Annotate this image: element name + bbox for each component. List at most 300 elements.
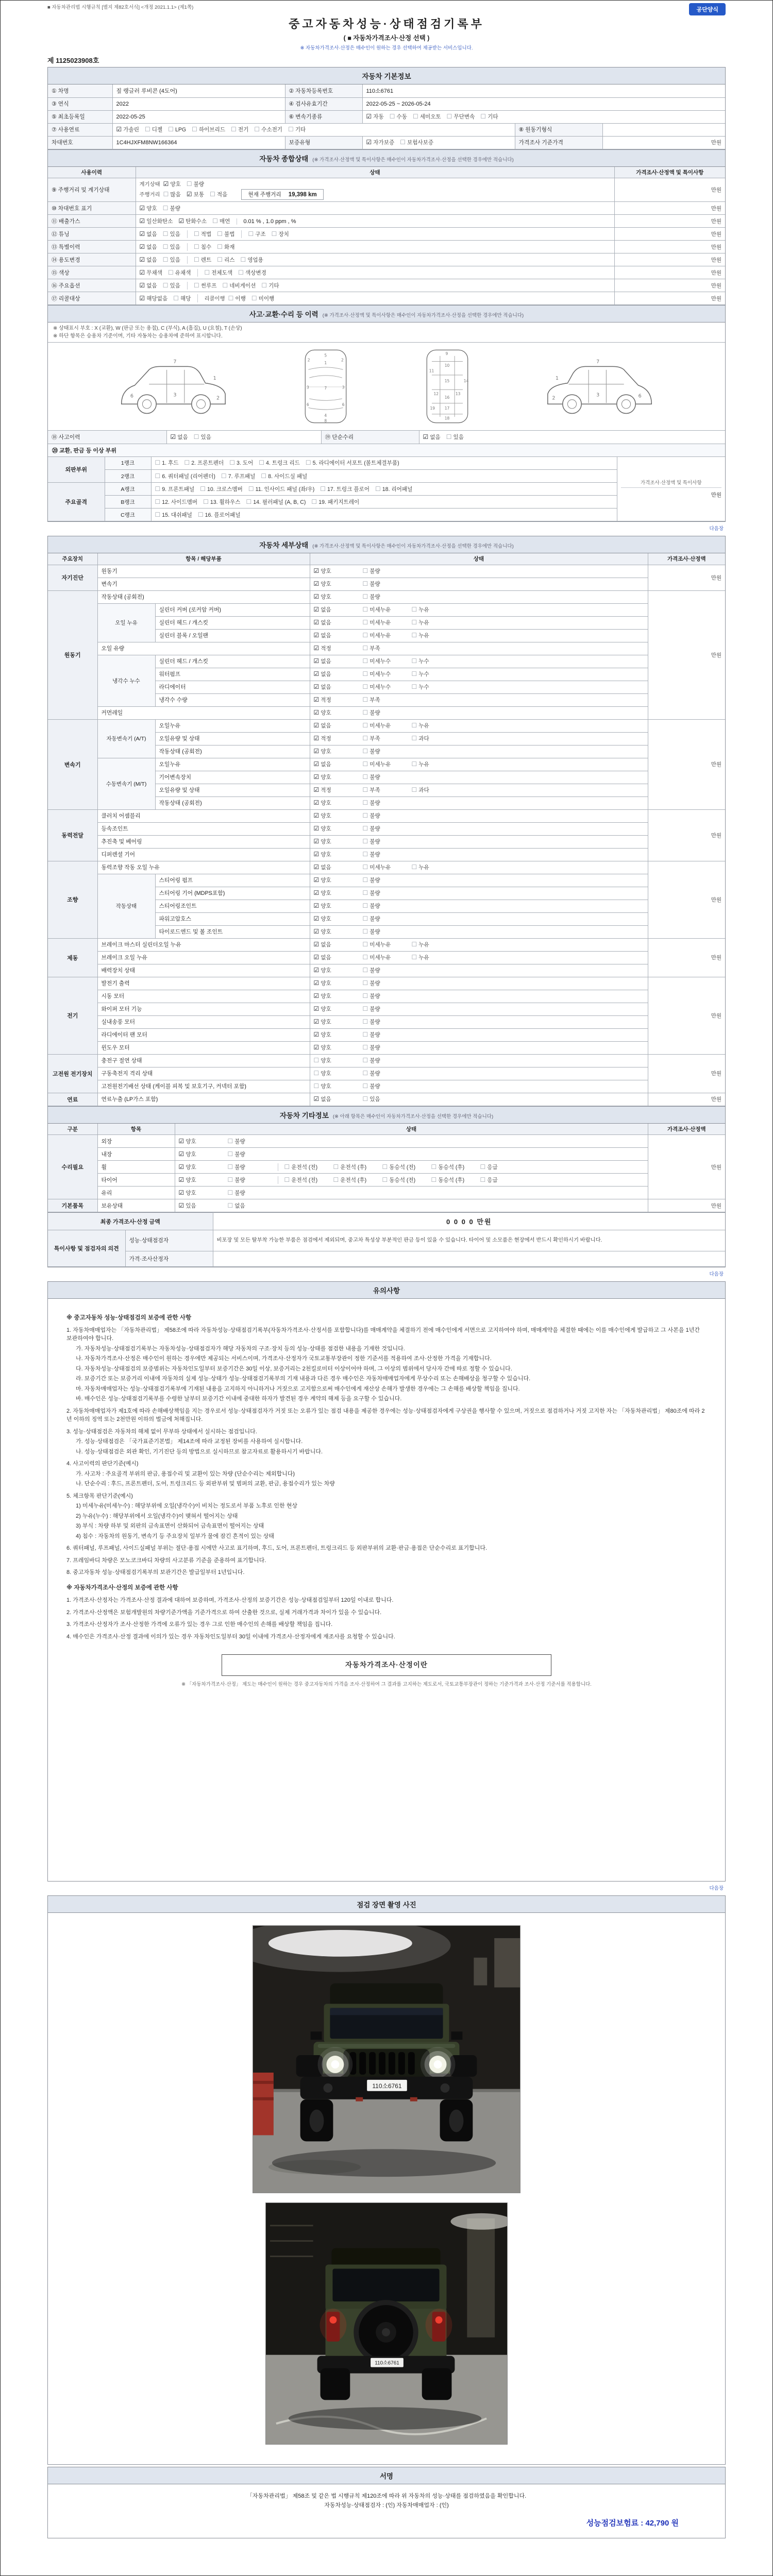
checkbox-unchecked[interactable]: ☐ 적법: [193, 230, 212, 238]
item-cell: 타이로드엔드 및 볼 조인트: [155, 925, 310, 938]
checkbox-unchecked[interactable]: ☐ 미세누수: [362, 683, 391, 690]
checkbox-checked[interactable]: ☑ 없음: [139, 230, 157, 238]
checkbox-unchecked[interactable]: ☐ 리스: [217, 256, 235, 263]
checkbox-checked[interactable]: ☑ 없음: [139, 243, 157, 250]
basic-info-section: [47, 67, 726, 522]
checkbox-unchecked[interactable]: ☐ 미세누유: [362, 619, 391, 626]
checkbox-unchecked[interactable]: ☐ 누유: [411, 606, 429, 613]
checkbox-unchecked[interactable]: ☐ 불량: [362, 1031, 380, 1038]
checkbox-checked[interactable]: ☑ 양호: [313, 889, 331, 896]
item-cell: 디퍼렌셜 기어: [97, 848, 310, 861]
checkbox-unchecked[interactable]: ☐ 불량: [362, 593, 380, 600]
checkbox-unchecked[interactable]: ☐ 불량: [362, 889, 380, 896]
checkbox-unchecked[interactable]: ☐ 전기: [231, 126, 249, 133]
signature-header: [48, 2467, 725, 2484]
checkbox-unchecked[interactable]: ☐ 불량: [227, 1176, 245, 1183]
checkbox-unchecked[interactable]: ☐ 불량: [362, 799, 380, 806]
checkbox-unchecked[interactable]: ☐ 미세누유: [362, 954, 391, 961]
license-plate-text: 110소6761: [372, 2082, 402, 2090]
checkbox-checked[interactable]: ☑ 양호: [178, 1150, 196, 1158]
checkbox-unchecked[interactable]: ☐ 화재: [217, 243, 235, 250]
notice-line: ※ 자동차가격조사·산정의 보증에 관한 사항: [66, 1584, 178, 1591]
checkbox-unchecked[interactable]: ☐ 미세누유: [362, 760, 391, 768]
checkbox-checked[interactable]: ☑ 탄화수소: [178, 217, 207, 225]
tuning-checks: [140, 230, 186, 238]
group-cell: 동력전달: [48, 809, 97, 861]
checkbox-checked[interactable]: ☑ 양호: [178, 1163, 196, 1171]
price-cell: 만원: [648, 977, 725, 1054]
checkbox-unchecked[interactable]: ☐ 3. 도어: [229, 459, 254, 467]
checkbox-unchecked[interactable]: ☐ 2. 프론트펜더: [184, 459, 224, 467]
checkbox-checked[interactable]: ☑ 없음: [313, 863, 331, 871]
checkbox-unchecked[interactable]: ☐ 불량: [362, 1018, 380, 1025]
history-checks: [140, 243, 186, 251]
checkbox-unchecked[interactable]: ☐ 색상변경: [238, 268, 266, 276]
checkbox-unchecked[interactable]: ☐ 누유: [411, 954, 429, 961]
notice-line: 나. 성능·상태점검은 외관 확인, 기기진단 등의 방법으로 실시하므로 참고자료로 활용하시기 바랍니다.: [76, 1448, 323, 1455]
checkbox-unchecked[interactable]: ☐ 누수: [411, 670, 429, 677]
checkbox-checked[interactable]: ☑ 양호: [313, 1044, 331, 1051]
checkbox-checked[interactable]: ☑ 양호: [313, 1005, 331, 1012]
checkbox-unchecked[interactable]: ☐ 적음: [210, 191, 228, 198]
price-cell: 만원: [614, 292, 725, 305]
state-cell: [310, 1015, 648, 1028]
price-note-cell: [617, 457, 725, 521]
next-page-link[interactable]: 다음장: [709, 1885, 724, 1891]
checkbox-unchecked[interactable]: ☐ 불량: [227, 1163, 245, 1171]
checkbox-unchecked[interactable]: ☐ 불법: [217, 230, 235, 238]
checkbox-unchecked[interactable]: ☐ 불량: [362, 567, 380, 574]
checkbox-unchecked[interactable]: ☐ 11. 인사이드 패널 (좌/우): [248, 485, 315, 493]
checkbox-checked[interactable]: ☑ 양호: [313, 1031, 331, 1038]
checkbox-checked[interactable]: ☑ 적정: [313, 735, 331, 742]
checkbox-checked[interactable]: ☑ 없음: [313, 670, 331, 677]
checkbox-unchecked[interactable]: ☐ 있음: [162, 256, 180, 263]
checkbox-unchecked[interactable]: ☐ 미세누유: [362, 606, 391, 613]
checkbox-unchecked[interactable]: ☐ 해당: [173, 295, 191, 302]
checkbox-unchecked[interactable]: ☐ 침수: [193, 243, 212, 250]
checkbox-unchecked[interactable]: ☐ 4. 트렁크 리드: [259, 459, 300, 467]
checkbox-unchecked[interactable]: ☐ 네비게이션: [222, 281, 256, 289]
checkbox-unchecked[interactable]: ☐ 미이행: [251, 295, 275, 302]
row-label: 가격·조사산정자: [125, 1251, 213, 1266]
taillight-left: [326, 2312, 340, 2342]
checkbox-checked[interactable]: ☑ 양호: [178, 1189, 196, 1196]
notice-line: 마. 자동차매매업자는 성능·상태점검기록부에 기재된 내용을 고지하지 아니하거나 거짓으로 고지함으로써 매수인에게 재산상 손해가 발생한 경우에는 그 손해를 배상할 책임을 집니다.: [76, 1385, 520, 1392]
checkbox-checked[interactable]: ☑ 해당없음: [139, 295, 168, 302]
state-cell: [310, 912, 648, 925]
checkbox-checked[interactable]: ☑ 없음: [170, 433, 188, 440]
checkbox-unchecked[interactable]: ☐ 응급: [480, 1176, 498, 1183]
checkbox-unchecked[interactable]: ☐ 운전석 (후): [333, 1176, 367, 1183]
vin-value: 1C4HJXFM8NW166364: [112, 136, 285, 149]
checkbox-checked[interactable]: ☑ 자가보증: [366, 139, 395, 146]
checkbox-unchecked[interactable]: ☐ 누유: [411, 760, 429, 768]
checkbox-unchecked[interactable]: ☐ 응급: [480, 1163, 498, 1171]
svg-text:7: 7: [324, 386, 327, 391]
checkbox-unchecked[interactable]: ☐ 장치: [271, 230, 289, 238]
checkbox-unchecked[interactable]: ☐ 있음: [162, 243, 180, 250]
checkbox-unchecked[interactable]: ☐ 누수: [411, 683, 429, 690]
checkbox-checked[interactable]: ☑ 가솔린: [116, 126, 139, 133]
checkbox-checked[interactable]: ☑ 양호: [313, 799, 331, 806]
checkbox-unchecked[interactable]: ☐ 과다: [411, 786, 429, 793]
etc-note: (※ 아래 항목은 매수인이 자동차가격조사·산정을 선택한 경우에만 적습니다): [332, 1113, 494, 1120]
checkbox-unchecked[interactable]: ☐ 썬루프: [193, 281, 217, 289]
photo-title: 점검 장면 촬영 사진: [357, 1901, 416, 1909]
row-label: ⑱ 사고이력: [48, 431, 166, 444]
checkbox-checked[interactable]: ☑ 없음: [313, 683, 331, 690]
checkbox-unchecked[interactable]: ☐ 누유: [411, 863, 429, 871]
checkbox-checked[interactable]: ☑ 양호: [313, 748, 331, 755]
checkbox-unchecked[interactable]: ☐ 있음: [162, 281, 180, 289]
checkbox-unchecked[interactable]: ☐ 있음: [193, 433, 211, 440]
checkbox-unchecked[interactable]: ☐ 불량: [362, 580, 380, 587]
checkbox-unchecked[interactable]: ☐ 부족: [362, 645, 380, 652]
state-cell: [310, 758, 648, 771]
checkbox-unchecked[interactable]: ☐ 미세누수: [362, 657, 391, 665]
notice-line: 1. 자동차매매업자는 「자동차관리법」 제58조에 따라 자동차성능·상태점검기록부(자동차가격조사·산정서를 포함합니다)를 매매계약을 체결하기 전에 매수인에게 서면으로 고지하여야 하며, 매매계약을 체결한 때에는 이를 매수인에게 발급하고 그 사본을 1년간 보관하여야 합니다.: [66, 1327, 700, 1342]
notice-line: 3. 성능·상태점검은 자동차의 해체 없이 무부하 상태에서 실시하는 점검입니다.: [66, 1428, 257, 1435]
svg-text:1: 1: [555, 376, 559, 382]
item-cell: 라디에이터: [155, 681, 310, 693]
group-cell: 전기: [48, 977, 97, 1054]
field-label: ① 차명: [48, 84, 112, 97]
checkbox-checked[interactable]: ☑ 없음: [313, 619, 331, 626]
checkbox-unchecked[interactable]: ☐ 불량: [362, 851, 380, 858]
price-cell: 만원: [614, 279, 725, 292]
checkbox-unchecked[interactable]: ☐ 매연: [212, 217, 230, 225]
checkbox-unchecked[interactable]: ☐ 불량: [362, 812, 380, 819]
panel-checks: [151, 483, 617, 496]
checkbox-checked[interactable]: ☑ 양호: [313, 979, 331, 987]
checkbox-checked[interactable]: ☑ 양호: [313, 928, 331, 935]
checkbox-unchecked[interactable]: ☐ 불량: [186, 180, 205, 188]
checkbox-unchecked[interactable]: ☐ 과다: [411, 735, 429, 742]
checkbox-checked[interactable]: ☑ 양호: [178, 1176, 196, 1183]
item-cell: 와이퍼 모터 기능: [97, 1003, 310, 1015]
checkbox-unchecked[interactable]: ☐ 6. 쿼터패널 (리어펜더): [155, 472, 215, 480]
checkbox-checked[interactable]: ☑ 없음: [313, 722, 331, 729]
checkbox-unchecked[interactable]: ☐ 있음: [446, 433, 464, 440]
checkbox-checked[interactable]: ☑ 양호: [313, 773, 331, 781]
state-cell: [175, 1174, 648, 1187]
checkbox-unchecked[interactable]: ☐ 불량: [362, 967, 380, 974]
checkbox-unchecked[interactable]: ☐ 영업용: [240, 256, 263, 263]
state-cell: [310, 822, 648, 835]
checkbox-unchecked[interactable]: ☐ 동승석 (전): [382, 1163, 416, 1171]
rank-cell: B랭크: [105, 496, 151, 509]
state-cell: [136, 253, 614, 266]
checkbox-unchecked[interactable]: ☐ 미세누유: [362, 722, 391, 729]
mileage-label: 현재 주행거리: [248, 192, 281, 198]
checkbox-unchecked[interactable]: ☐ 불량: [162, 204, 180, 212]
checkbox-unchecked[interactable]: ☐ 불량: [362, 1005, 380, 1012]
checkbox-unchecked[interactable]: ☐ 양호: [313, 1082, 331, 1090]
checkbox-unchecked[interactable]: ☐ 불량: [362, 838, 380, 845]
checkbox-unchecked[interactable]: ☐ 있음: [162, 230, 180, 238]
checkbox-unchecked[interactable]: ☐ 구조: [248, 230, 266, 238]
checkbox-checked[interactable]: ☑ 양호: [313, 902, 331, 909]
field-label: 가격조사 기준가격: [515, 136, 602, 149]
checkbox-unchecked[interactable]: ☐ 불량: [362, 748, 380, 755]
item-cell: 원동기: [97, 565, 310, 578]
checkbox-checked[interactable]: ☑ 적정: [313, 696, 331, 703]
inspector-opinion-text: 비포장 및 모든 탈부착 가능한 부품은 점검에서 제외되며, 중고차 특성상 부분적인 판금 등이 있을 수 있습니다. 타이어 및 소모품은 현장에서 반드시 확인하시기 바랍니다.: [213, 1230, 725, 1251]
checkbox-checked[interactable]: ☑ 없음: [139, 256, 157, 263]
checkbox-unchecked[interactable]: ☐ 5. 라디에이터 서포트 (볼트체결부품): [305, 459, 399, 467]
row-label: ⑪ 배출가스: [48, 215, 136, 228]
side-mirror-right: [451, 2031, 463, 2040]
checkbox-unchecked[interactable]: ☐ 디젤: [144, 126, 163, 133]
checkbox-unchecked[interactable]: ☐ 부족: [362, 786, 380, 793]
svg-text:4: 4: [324, 413, 327, 418]
checkbox-unchecked[interactable]: ☐ 10. 크로스멤버: [200, 485, 243, 493]
state-cell: [310, 809, 648, 822]
item-cell: 배력장치 상태: [97, 964, 310, 977]
svg-text:3: 3: [173, 392, 177, 398]
checkbox-unchecked[interactable]: ☐ 없음: [227, 1201, 245, 1209]
checkbox-unchecked[interactable]: ☐ 14. 필러패널 (A, B, C): [246, 498, 306, 505]
column-header: 항목: [97, 1124, 175, 1135]
state-cell: [310, 1067, 648, 1080]
checkbox-unchecked[interactable]: ☐ 미세누유: [362, 632, 391, 639]
checkbox-unchecked[interactable]: ☐ 16. 플로어패널: [197, 511, 241, 518]
row-label: ⑨ 주행거리 및 계기상태: [48, 178, 136, 202]
notice-line: 다. 자동차성능·상태점검의 보증범위는 자동차인도일부터 보증기간은 30일 이상, 보증거리는 2천킬로미터 이상이어야 하며, 그 이상의 범위에서 당사자 간에 따로 정할 수 있습니다.: [76, 1365, 512, 1372]
checkbox-checked[interactable]: ☑ 양호: [313, 580, 331, 587]
checkbox-unchecked[interactable]: ☐ 동승석 (후): [431, 1176, 465, 1183]
checkbox-checked[interactable]: ☑ 보통: [186, 191, 205, 198]
checkbox-checked[interactable]: ☑ 무채색: [139, 268, 162, 276]
checkbox-unchecked[interactable]: ☐ 불량: [362, 773, 380, 781]
row-label: ⑲ 단순수리: [321, 431, 419, 444]
current-mileage-box: [241, 189, 323, 200]
checkbox-unchecked[interactable]: ☐ 불량: [227, 1150, 245, 1158]
item-cell: 실린더 헤드 / 개스킷: [155, 655, 310, 668]
checkbox-unchecked[interactable]: ☐ 기타: [261, 281, 279, 289]
checkbox-checked[interactable]: ☑ 양호: [313, 825, 331, 832]
checkbox-unchecked[interactable]: ☐ 불량: [362, 1044, 380, 1051]
checkbox-unchecked[interactable]: ☐ 수동: [389, 113, 407, 120]
checkbox-unchecked[interactable]: ☐ 8. 사이드실 패널: [261, 472, 308, 480]
state-cell: [310, 1080, 648, 1093]
state-cell: [310, 784, 648, 796]
signature-body: [48, 2484, 725, 2538]
tire-position-checks: [278, 1176, 529, 1184]
checkbox-unchecked[interactable]: ☐ 렌트: [193, 256, 212, 263]
price-cell: 만원: [648, 590, 725, 719]
state-cell: [175, 1187, 648, 1199]
checkbox-unchecked[interactable]: ☐ 이행: [228, 295, 246, 302]
checkbox-unchecked[interactable]: ☐ 기타: [480, 113, 498, 120]
checkbox-checked[interactable]: ☑ 양호: [178, 1137, 196, 1145]
checkbox-unchecked[interactable]: ☐ 17. 트렁크 플로어: [320, 485, 370, 493]
checkbox-checked[interactable]: ☑ 양호: [313, 709, 331, 716]
rank-cell: 1랭크: [105, 457, 151, 470]
checkbox-unchecked[interactable]: ☐ 미세누수: [362, 670, 391, 677]
option-type-checks: [187, 282, 285, 290]
checkbox-unchecked[interactable]: ☐ 하이브리드: [192, 126, 226, 133]
column-header: 항목 / 해당부품: [97, 553, 310, 565]
group-cell: 기본품목: [48, 1199, 97, 1212]
checkbox-checked[interactable]: ☑ 양호: [313, 593, 331, 600]
notice-line: 나. 자동차가격조사·산정은 매수인이 원하는 경우에만 제공되는 서비스이며, 가격조사·산정자가 국토교통부장관이 정한 기준서를 적용하여 조사·산정한 가격을 기재합니다.: [76, 1355, 492, 1362]
checkbox-unchecked[interactable]: ☐ 불량: [362, 1082, 380, 1090]
checkbox-checked[interactable]: ☑ 양호: [139, 204, 157, 212]
checkbox-checked[interactable]: ☑ 양호: [313, 915, 331, 922]
price-cell: 만원: [648, 1093, 725, 1106]
repaint-checks: [197, 269, 272, 277]
row-label: ⑩ 차대번호 표기: [48, 202, 136, 215]
field-value: 2022-05-25 ~ 2026-05-24: [362, 97, 725, 110]
price-cell: 만원: [614, 215, 725, 228]
checkbox-unchecked[interactable]: ☐ 미세누유: [362, 941, 391, 948]
checkbox-checked[interactable]: ☑ 적정: [313, 786, 331, 793]
next-page-link[interactable]: 다음장: [709, 526, 724, 532]
checkbox-checked[interactable]: ☑ 양호: [313, 851, 331, 858]
checkbox-unchecked[interactable]: ☐ 18. 리어패널: [375, 485, 413, 493]
checkbox-unchecked[interactable]: ☐ LPG: [168, 126, 187, 133]
checkbox-unchecked[interactable]: ☐ 부족: [362, 735, 380, 742]
title-note: ※ 자동차가격조사·산정은 매수인이 원하는 경우 선택하여 제공받는 서비스입니다.: [300, 45, 473, 51]
checkbox-checked[interactable]: ☑ 양호: [313, 838, 331, 845]
title-block: [47, 15, 726, 51]
checkbox-unchecked[interactable]: ☐ 운전석 (전): [284, 1163, 318, 1171]
checkbox-checked[interactable]: ☑ 양호: [313, 876, 331, 884]
item-cell: 외장: [97, 1135, 175, 1148]
notice-line: 6. 쿼터패널, 루프패널, 사이드실패널 부위는 절단·용접 시에만 사고로 표기하며, 후드, 도어, 프론트펜더, 트렁크리드 등 외판부위의 교환·판금·용접은 단순수리로 표기합니다.: [66, 1545, 488, 1552]
item-cell: 연료누출 (LP가스 포함): [97, 1093, 310, 1106]
price-column-label: 가격조사·산정액 및 특이사항: [621, 479, 722, 488]
checkbox-unchecked[interactable]: ☐ 기타: [288, 126, 306, 133]
opinion-group-label: 특이사항 및 점검자의 의견: [48, 1230, 125, 1266]
checkbox-unchecked[interactable]: ☐ 누유: [411, 941, 429, 948]
document-body: [47, 0, 726, 2538]
checkbox-checked[interactable]: ☑ 없음: [313, 1095, 331, 1103]
checkbox-unchecked[interactable]: ☐ 불량: [362, 1070, 380, 1077]
checkbox-unchecked[interactable]: ☐ 무단변속: [446, 113, 475, 120]
svg-text:14: 14: [463, 379, 469, 384]
item-cell: 윈도우 모터: [97, 1041, 310, 1054]
checkbox-unchecked[interactable]: ☐ 19. 패키지트레이: [311, 498, 360, 505]
checkbox-unchecked[interactable]: ☐ 1. 후드: [155, 459, 179, 467]
form-badge-button[interactable]: 공단양식: [689, 3, 726, 15]
checkbox-unchecked[interactable]: ☐ 15. 대쉬패널: [155, 511, 192, 518]
checkbox-unchecked[interactable]: ☐ 보험사보증: [400, 139, 434, 146]
checkbox-unchecked[interactable]: ☐ 9. 프론트패널: [155, 485, 195, 493]
group-cell: 자기진단: [48, 565, 97, 590]
checkbox-unchecked[interactable]: ☐ 12. 사이드멤버: [155, 498, 198, 505]
checkbox-unchecked[interactable]: ☐ 있음: [362, 1095, 380, 1103]
svg-text:13: 13: [456, 391, 461, 396]
checkbox-checked[interactable]: ☑ 없음: [313, 606, 331, 613]
svg-text:2: 2: [341, 358, 344, 363]
car-side-right-diagram: [541, 348, 657, 425]
checkbox-unchecked[interactable]: ☐ 미세누유: [362, 863, 391, 871]
checkbox-unchecked[interactable]: ☐ 운전석 (후): [333, 1163, 367, 1171]
checkbox-unchecked[interactable]: ☐ 불량: [227, 1189, 245, 1196]
checkbox-unchecked[interactable]: ☐ 양호: [313, 1057, 331, 1064]
fuel-checks: [112, 123, 515, 136]
checkbox-checked[interactable]: ☑ 양호: [313, 567, 331, 574]
item-cell: 시동 모터: [97, 990, 310, 1003]
checkbox-unchecked[interactable]: ☐ 전체도색: [204, 268, 233, 276]
checkbox-unchecked[interactable]: ☐ 7. 루프패널: [221, 472, 256, 480]
checkbox-checked[interactable]: ☑ 없음: [423, 433, 441, 440]
checkbox-unchecked[interactable]: ☐ 불량: [362, 709, 380, 716]
usage-checks: [140, 256, 186, 264]
checkbox-unchecked[interactable]: ☐ 양호: [313, 1070, 331, 1077]
checkbox-unchecked[interactable]: ☐ 불량: [362, 992, 380, 999]
item-cell: 브레이크 마스터 실린더오일 누유: [97, 938, 310, 951]
checkbox-unchecked[interactable]: ☐ 동승석 (전): [382, 1176, 416, 1183]
checkbox-unchecked[interactable]: ☐ 불량: [362, 825, 380, 832]
checkbox-checked[interactable]: ☑ 양호: [313, 992, 331, 999]
checkbox-unchecked[interactable]: ☐ 누유: [411, 632, 429, 639]
checkbox-checked[interactable]: ☑ 없음: [313, 954, 331, 961]
checkbox-unchecked[interactable]: ☐ 누수: [411, 657, 429, 665]
checkbox-checked[interactable]: ☑ 없음: [313, 632, 331, 639]
checkbox-checked[interactable]: ☑ 없음: [313, 657, 331, 665]
checkbox-unchecked[interactable]: ☐ 수소전기: [254, 126, 283, 133]
checkbox-unchecked[interactable]: ☐ 불량: [362, 915, 380, 922]
item-cell: 동력조향 작동 오일 누유: [97, 861, 310, 874]
checkbox-checked[interactable]: ☑ 있음: [178, 1201, 196, 1209]
svg-text:1: 1: [324, 360, 327, 365]
checkbox-unchecked[interactable]: ☐ 많음: [163, 191, 181, 198]
checkbox-checked[interactable]: ☑ 양호: [313, 1018, 331, 1025]
top-header: [47, 3, 726, 15]
state-cell: [136, 228, 614, 241]
field-label: 차대번호: [48, 136, 112, 149]
item-cell: 냉각수 수량: [155, 693, 310, 706]
svg-text:6: 6: [638, 393, 642, 399]
checkbox-checked[interactable]: ☑ 양호: [163, 180, 181, 188]
checkbox-checked[interactable]: ☑ 양호: [313, 812, 331, 819]
odometer-checks: [163, 180, 210, 188]
checkbox-checked[interactable]: ☑ 양호: [313, 967, 331, 974]
signature-title: 서명: [379, 2472, 394, 2480]
checkbox-unchecked[interactable]: ☐ 유채색: [167, 268, 191, 276]
checkbox-unchecked[interactable]: ☐ 누유: [411, 619, 429, 626]
checkbox-unchecked[interactable]: ☐ 불량: [362, 902, 380, 909]
checkbox-checked[interactable]: ☑ 없음: [313, 760, 331, 768]
checkbox-unchecked[interactable]: ☐ 불량: [227, 1137, 245, 1145]
checkbox-checked[interactable]: ☑ 자동: [366, 113, 384, 120]
checkbox-unchecked[interactable]: ☐ 불량: [362, 979, 380, 987]
next-page-link[interactable]: 다음장: [709, 1271, 724, 1277]
price-cell: 만원: [648, 938, 725, 977]
checkbox-checked[interactable]: ☑ 없음: [313, 941, 331, 948]
checkbox-unchecked[interactable]: ☐ 부족: [362, 696, 380, 703]
checkbox-unchecked[interactable]: ☐ 불량: [362, 1057, 380, 1064]
checkbox-checked[interactable]: ☑ 없음: [139, 281, 157, 289]
photo-header: [48, 1896, 725, 1913]
checkbox-unchecked[interactable]: ☐ 불량: [362, 928, 380, 935]
checkbox-checked[interactable]: ☑ 일산화탄소: [139, 217, 173, 225]
price-cell: 만원: [614, 178, 725, 202]
checkbox-checked[interactable]: ☑ 적정: [313, 645, 331, 652]
state-cell: [175, 1148, 648, 1161]
checkbox-unchecked[interactable]: ☐ 불량: [362, 876, 380, 884]
svg-text:3: 3: [596, 392, 599, 398]
checkbox-unchecked[interactable]: ☐ 세미오토: [412, 113, 441, 120]
checkbox-unchecked[interactable]: ☐ 13. 휠하우스: [203, 498, 241, 505]
checkbox-unchecked[interactable]: ☐ 동승석 (후): [431, 1163, 465, 1171]
checkbox-unchecked[interactable]: ☐ 누유: [411, 722, 429, 729]
checkbox-unchecked[interactable]: ☐ 운전석 (전): [284, 1176, 318, 1183]
